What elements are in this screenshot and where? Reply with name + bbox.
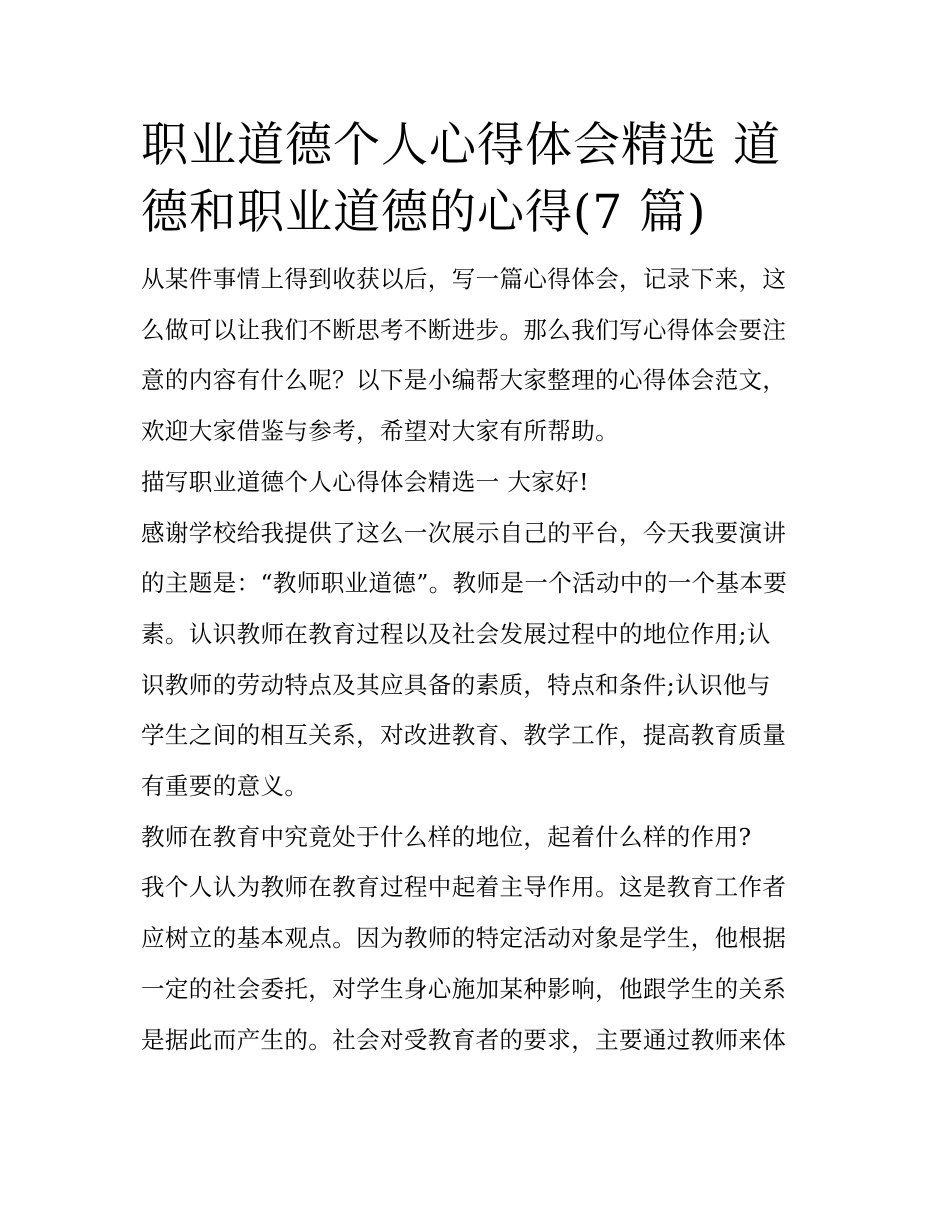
- section-heading-paragraph: 描写职业道德个人心得体会精选一 大家好!: [141, 467, 589, 496]
- intro-paragraph: 从某件事情上得到收获以后，写一篇心得体会，记录下来，这 么做可以让我们不断思考不断进步。那么我们写心得体会要注 意的内容有什么呢？以下是小编帮大家整理的心得体会范文， 欢迎大家借鉴与参考，希望对大家有所帮助。: [141, 265, 787, 446]
- body-paragraph: 我个人认为教师在教育过程中起着主导作用。这是教育工作者 应树立的基本观点。因为教师的特定活动对象是学生，他根据 一定的社会委托，对学生身心施加某种影响，他跟学生的关系 是据此而产生的。社会对受教育者的要求，主要通过教师来体: [141, 873, 787, 1054]
- document-body: [141, 112, 813, 1065]
- document-title: 职业道德个人心得体会精选 道 德和职业道德的心得(7 篇): [141, 118, 781, 240]
- question-paragraph: 教师在教育中究竟处于什么样的地位，起着什么样的作用?: [141, 822, 752, 851]
- body-paragraph: 感谢学校给我提供了这么一次展示自己的平台，今天我要演讲 的主题是：“教师职业道德”。教师是一个活动中的一个基本要 素。认识教师在教育过程以及社会发展过程中的地位作用;认 识教师的劳动特点及其应具备的素质，特点和条件;认识他与 学生之间的相互关系，对改进教育、教学工作，提高教育质量 有重要的意义。: [141, 518, 788, 801]
